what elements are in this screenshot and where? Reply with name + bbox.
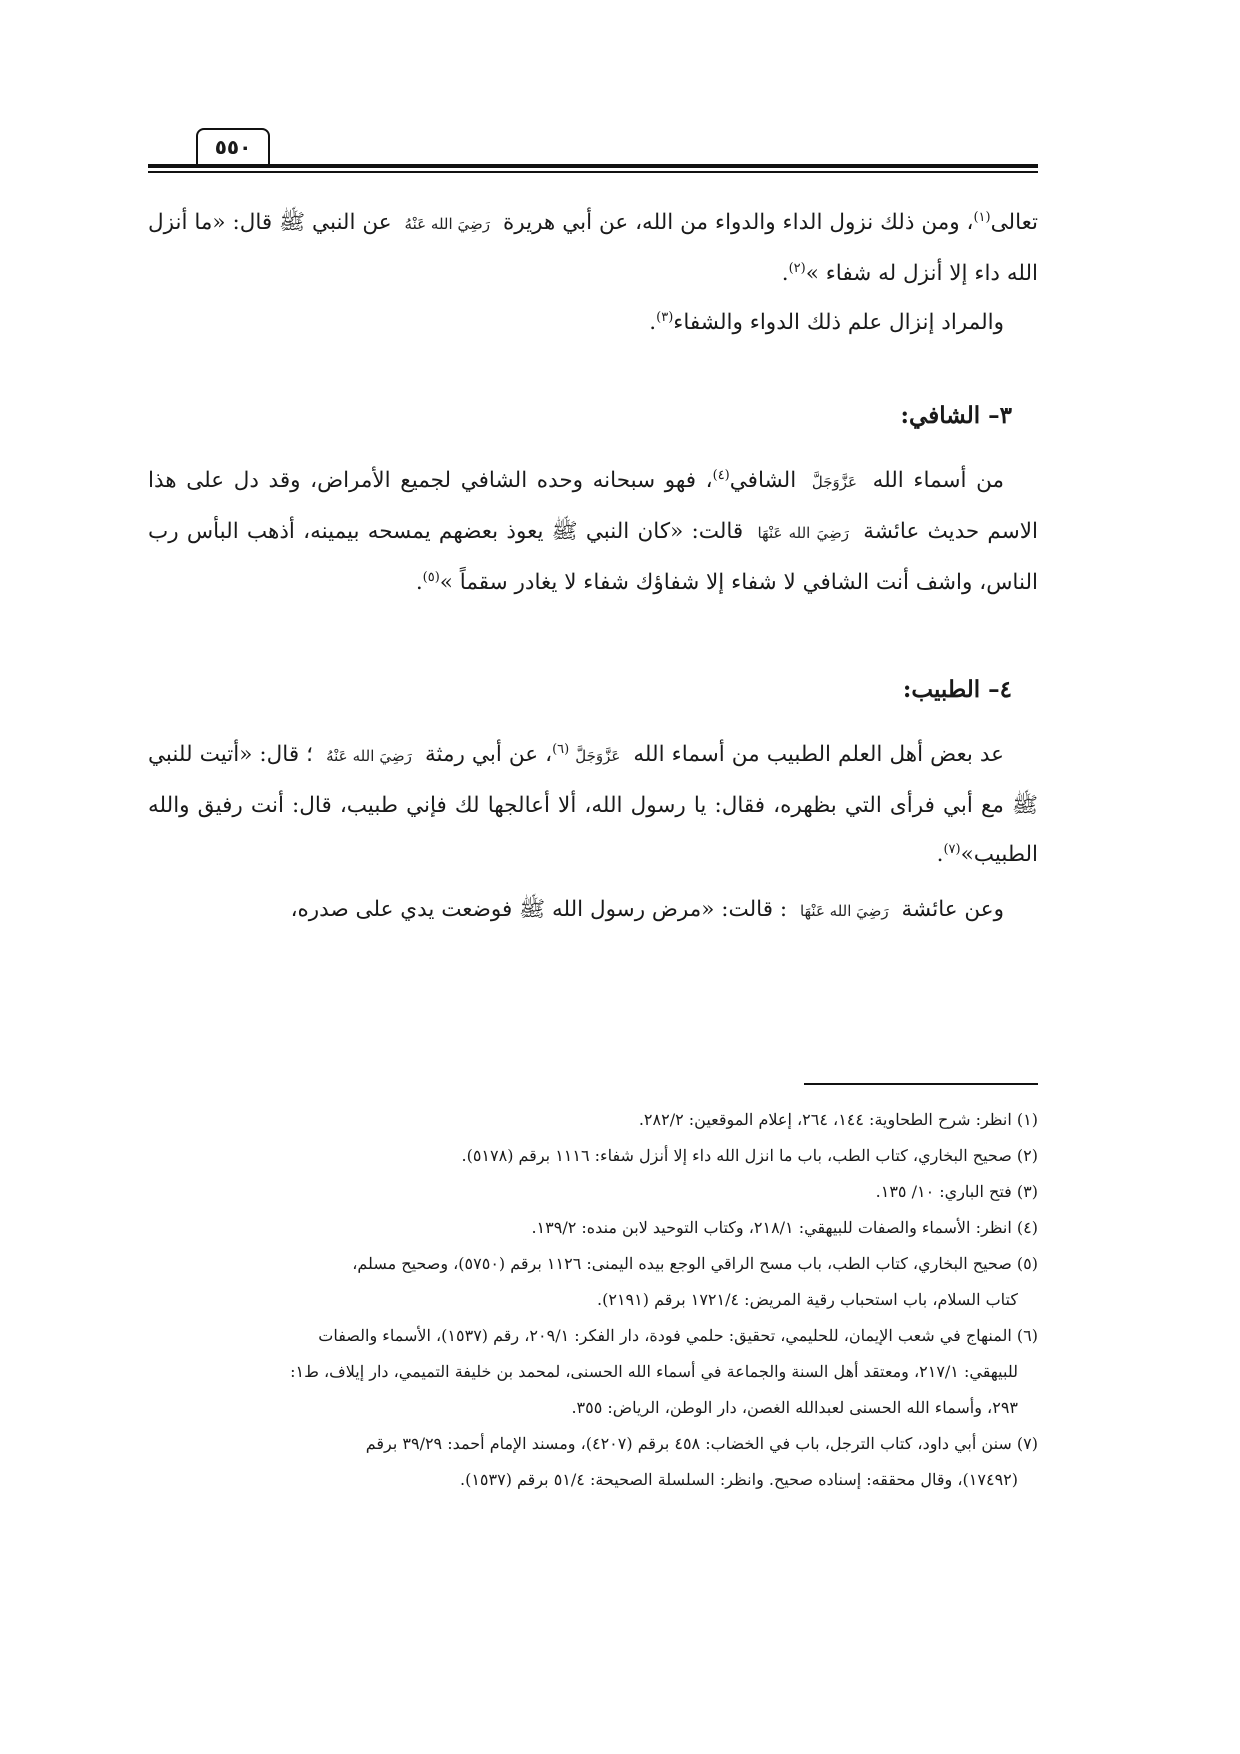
text-run: ، فهو سبحانه وحده الشافي لجميع الأمراض، وقد دل على هذا الاسم حديث عائشة bbox=[148, 468, 1038, 544]
footnote-ref-5[interactable]: (٥) bbox=[422, 569, 440, 585]
paragraph-3 bbox=[148, 456, 1038, 607]
footnote-6: (٦) المنهاج في شعب الإيمان، للحليمي، تحقيق: حلمي فودة، دار الفكر: ٢٠٩/١، رقم (١٥٣٧)، الأسماء والصفات bbox=[318, 1326, 1038, 1345]
honorific-glyph: عَزَّوَجَلَّ bbox=[575, 747, 621, 765]
footnote-ref-1[interactable]: (١) bbox=[973, 209, 991, 225]
text-run: عن النبي ﷺ قال: «ما أنزل الله داء إلا أنزل له شفاء » bbox=[148, 210, 1038, 286]
heading-al-tabib: ٤– الطبيب: bbox=[902, 676, 1012, 703]
footnote-6-continued: ٢٩٣، وأسماء الله الحسنى لعبدالله الغصن، دار الوطن، الرياض: ٣٥٥. bbox=[571, 1398, 1018, 1417]
footnote-ref-4[interactable]: (٤) bbox=[712, 467, 730, 483]
honorific-glyph: عَزَّوَجَلَّ bbox=[811, 473, 857, 491]
text-run: . bbox=[649, 310, 657, 335]
footnote-ref-3[interactable]: (٣) bbox=[656, 309, 674, 325]
footnote-1: (١) انظر: شرح الطحاوية: ١٤٤، ٢٦٤، إعلام الموقعين: ٢٨٢/٢. bbox=[638, 1110, 1038, 1129]
text-run: . bbox=[781, 261, 789, 286]
paragraph-4 bbox=[148, 730, 1038, 879]
text-run: عد بعض أهل العلم الطبيب من أسماء الله bbox=[633, 742, 1004, 767]
footnote-7: (٧) سنن أبي داود، كتاب الترجل، باب في الخضاب: ٤٥٨ برقم (٤٢٠٧)، ومسند الإمام أحمد: ٣٩/٢٩ برقم bbox=[365, 1434, 1038, 1453]
text-run: من أسماء الله bbox=[872, 468, 1004, 493]
text-run: : قالت: «مرض رسول الله ﷺ فوضعت يدي على صدره، bbox=[290, 897, 788, 922]
footnote-ref-6[interactable]: (٦) bbox=[552, 741, 570, 757]
honorific-glyph: رَضِيَ الله عَنْهُ bbox=[404, 215, 491, 233]
honorific-glyph: رَضِيَ الله عَنْهَا bbox=[799, 902, 889, 920]
footnote-2: (٢) صحيح البخاري، كتاب الطب، باب ما انزل الله داء إلا أنزل شفاء: ١١١٦ برقم (٥١٧٨). bbox=[461, 1146, 1038, 1165]
text-run: . bbox=[415, 570, 423, 595]
text-run: قالت: «كان النبي ﷺ يعوذ بعضهم يمسحه بيمينه، أذهب البأس رب الناس، واشف أنت الشافي لا شفاء إلا شفاؤك شفاء لا يغادر سقماً » bbox=[148, 519, 1038, 595]
footnote-ref-7[interactable]: (٧) bbox=[943, 841, 961, 857]
footnotes bbox=[148, 1102, 1038, 1498]
text-run: وعن عائشة bbox=[901, 897, 1004, 922]
footnote-7-continued: (١٧٤٩٢)، وقال محققه: إسناده صحيح. وانظر: السلسلة الصحيحة: ٥١/٤ برقم (١٥٣٧). bbox=[460, 1470, 1018, 1489]
paragraph-1 bbox=[148, 198, 1038, 298]
footnote-separator bbox=[804, 1083, 1038, 1085]
paragraph-2 bbox=[148, 298, 1038, 347]
main-text bbox=[148, 198, 1038, 936]
footnote-3: (٣) فتح الباري: ١٠/ ١٣٥. bbox=[875, 1182, 1038, 1201]
footnote-5: (٥) صحيح البخاري، كتاب الطب، باب مسح الراقي الوجع بيده اليمنى: ١١٢٦ برقم (٥٧٥٠)، وصحيح مسلم، bbox=[352, 1254, 1038, 1273]
text-run: ، عن أبي رمثة bbox=[424, 742, 553, 767]
text-run: . bbox=[936, 842, 944, 867]
header-rule-thin bbox=[148, 171, 1038, 173]
heading-al-shafi: ٣– الشافي: bbox=[900, 402, 1012, 429]
footnote-5-continued: كتاب السلام، باب استحباب رقية المريض: ١٧٢١/٤ برقم (٢١٩١). bbox=[597, 1290, 1018, 1309]
text-run: تعالى bbox=[990, 210, 1038, 235]
text-run: والمراد إنزال علم ذلك الدواء والشفاء bbox=[673, 310, 1004, 335]
footnote-4: (٤) انظر: الأسماء والصفات للبيهقي: ٢١٨/١، وكتاب التوحيد لابن منده: ١٣٩/٢. bbox=[531, 1218, 1038, 1237]
text-run: ؛ قال: «أتيت للنبي ﷺ مع أبي فرأى التي بظهره، فقال: يا رسول الله، ألا أعالجها لك فإني طبيب، قال: أنت رفيق والله الطبيب» bbox=[148, 742, 1038, 867]
text-run: الشافي bbox=[729, 468, 797, 493]
honorific-glyph: رَضِيَ الله عَنْهُ bbox=[326, 747, 412, 765]
footnote-6-continued: للبيهقي: ٢١٧/١، ومعتقد أهل السنة والجماعة في أسماء الله الحسنى، لمحمد بن خليفة التميمي، دار إيلاف، ط١: bbox=[290, 1362, 1018, 1381]
page-header bbox=[148, 122, 1038, 170]
page-number: ٥٥٠ bbox=[196, 128, 270, 164]
paragraph-5 bbox=[148, 885, 1038, 936]
honorific-glyph: رَضِيَ الله عَنْهَا bbox=[757, 524, 849, 542]
text-run: ، ومن ذلك نزول الداء والدواء من الله، عن أبي هريرة bbox=[502, 210, 974, 235]
footnote-ref-2[interactable]: (٢) bbox=[788, 260, 806, 276]
header-rule-thick bbox=[148, 164, 1038, 168]
